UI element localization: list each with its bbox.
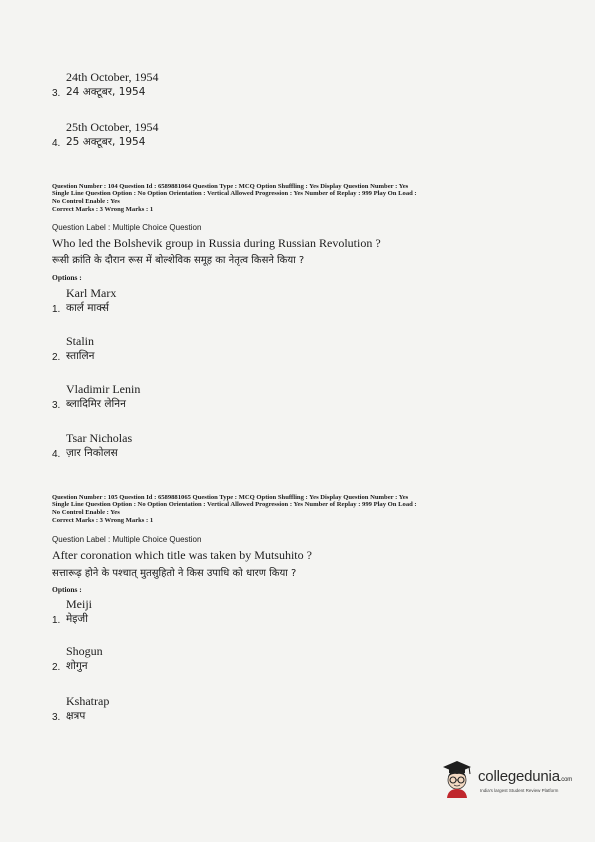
option-1: [52, 286, 116, 316]
option-number: 1.: [52, 304, 61, 315]
option-text-hi: क्षत्रप: [66, 710, 86, 722]
question-text-hi: रूसी क्रांति के दौरान रूस में बोल्शेविक समूह का नेतृत्व किसने किया ?: [52, 255, 305, 266]
mascot-icon: [440, 758, 474, 798]
option-number: 3.: [52, 88, 61, 99]
marks-line: Correct Marks : 3 Wrong Marks : 1: [52, 206, 154, 214]
option-3: [52, 694, 109, 724]
option-1: [52, 597, 92, 627]
option-3-prev: [52, 70, 159, 100]
option-text-en: 24th October, 1954: [66, 70, 159, 84]
option-number: 4.: [52, 138, 61, 149]
option-text-en: Karl Marx: [66, 286, 117, 300]
brand-suffix: .com: [559, 777, 573, 783]
option-number: 3.: [52, 400, 61, 411]
question-text-en: After coronation which title was taken by Mutsuhito ?: [52, 548, 312, 562]
meta-line: Question Number : 105 Question Id : 6589881065 Question Type : MCQ Option Shuffling : Yes Display Question Number : Yes: [52, 494, 409, 501]
option-text-en: Vladimir Lenin: [66, 382, 141, 396]
option-text-hi: शोगुन: [66, 660, 88, 672]
option-text-hi: 25 अक्टूबर, 1954: [66, 136, 146, 148]
brand-name: [478, 768, 572, 785]
option-number: 3.: [52, 712, 61, 723]
option-text-en: 25th October, 1954: [66, 120, 159, 134]
option-text-hi: ज़ार निकोलस: [66, 447, 118, 459]
option-text-hi: मेइजी: [66, 613, 88, 625]
question-label: Question Label : Multiple Choice Question: [52, 535, 202, 544]
meta-line: Single Line Question Option : No Option Orientation : Vertical Allowed Progression : Yes Number of Replay : 999 Play On Load :: [52, 501, 417, 509]
option-number: 2.: [52, 662, 61, 673]
option-number: 2.: [52, 352, 61, 363]
option-2: [52, 644, 103, 674]
options-title: Options :: [52, 585, 82, 594]
option-4: [52, 431, 132, 461]
question-105-meta: [52, 494, 552, 525]
option-text-hi: ब्लादिमिर लेनिन: [66, 398, 126, 410]
option-number: 1.: [52, 615, 61, 626]
option-text-hi: स्तालिन: [66, 350, 95, 362]
option-4-prev: [52, 120, 159, 150]
option-text-en: Stalin: [66, 334, 95, 348]
meta-line: Question Number : 104 Question Id : 6589881064 Question Type : MCQ Option Shuffling : Yes Display Question Number : Yes: [52, 183, 409, 190]
question-label: Question Label : Multiple Choice Question: [52, 223, 202, 232]
question-text-en: Who led the Bolshevik group in Russia during Russian Revolution ?: [52, 236, 381, 250]
collegedunia-logo: [440, 758, 573, 802]
options-title: Options :: [52, 273, 82, 282]
option-number: 4.: [52, 449, 61, 460]
brand-tagline: India's largest Student Review Platform: [480, 788, 559, 793]
option-text-en: Tsar Nicholas: [66, 431, 133, 445]
option-text-hi: कार्ल मार्क्स: [66, 302, 109, 314]
meta-line: No Control Enable : Yes: [52, 197, 120, 205]
meta-line: No Control Enable : Yes: [52, 508, 120, 516]
marks-line: Correct Marks : 3 Wrong Marks : 1: [52, 517, 154, 525]
brand-text: collegedunia: [478, 768, 560, 785]
option-text-hi: 24 अक्टूबर, 1954: [66, 86, 146, 98]
option-text-en: Kshatrap: [66, 694, 110, 708]
option-3: [52, 382, 140, 412]
option-text-en: Shogun: [66, 644, 103, 658]
question-text-hi: सत्तारूढ़ होने के पश्चात् मुतसुहितो ने किस उपाधि को धारण किया ?: [52, 568, 297, 579]
question-104-meta: [52, 183, 552, 214]
option-2: [52, 334, 94, 364]
option-text-en: Meiji: [66, 597, 92, 611]
meta-line: Single Line Question Option : No Option Orientation : Vertical Allowed Progression : Yes Number of Replay : 999 Play On Load :: [52, 190, 417, 198]
